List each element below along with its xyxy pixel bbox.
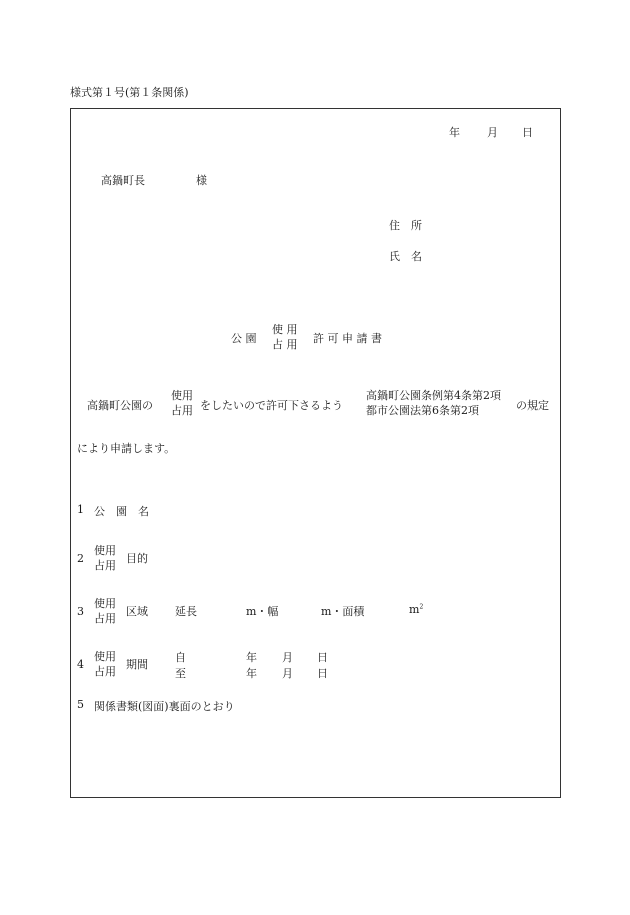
body-lead: 高鍋町公園の [87, 399, 153, 412]
title-prefix: 公 園 [231, 332, 257, 345]
title-option-use: 使 用 [272, 323, 298, 336]
item5-number: 5 [77, 698, 84, 711]
form-number-label: 様式第１号(第１条関係) [70, 86, 189, 99]
item2-option-use: 使用 [94, 544, 116, 557]
item2-number: 2 [77, 552, 84, 565]
item3-length-label: 延長 [175, 605, 197, 618]
body-option-occupy: 占用 [171, 404, 193, 417]
application-form [70, 108, 561, 798]
title-option-occupy: 占 用 [272, 338, 298, 351]
title-suffix: 許 可 申 請 書 [313, 332, 382, 345]
item4-to-label: 至 [175, 667, 186, 680]
item3-option-occupy: 占用 [94, 612, 116, 625]
item5-label: 関係書類(図面)裏面のとおり [94, 700, 235, 713]
item3-label: 区域 [126, 605, 148, 618]
item4-to-year: 年 [246, 667, 257, 680]
item3-area-label: m・面積 [321, 605, 365, 618]
item3-area-unit-base: m [409, 603, 420, 616]
item4-number: 4 [77, 658, 84, 671]
applicant-name-label: 氏 名 [389, 250, 422, 263]
item4-from-day: 日 [317, 651, 328, 664]
item4-from-year: 年 [246, 651, 257, 664]
item3-width-label: m・幅 [246, 605, 279, 618]
date-year: 年 [449, 126, 460, 139]
item3-area-unit-exponent: 2 [419, 603, 424, 611]
item1-number: 1 [77, 503, 84, 516]
item4-option-use: 使用 [94, 650, 116, 663]
addressee-name: 高鍋町長 [101, 174, 145, 187]
item2-option-occupy: 占用 [94, 559, 116, 572]
body-middle: をしたいので許可下さるよう [200, 399, 343, 412]
date-month: 月 [487, 126, 498, 139]
item4-options [94, 649, 116, 679]
item1-label: 公 園 名 [94, 505, 149, 518]
item2-options [94, 543, 116, 573]
body-options [171, 388, 193, 418]
item3-options [94, 596, 116, 626]
title-options [272, 322, 298, 352]
body-law-2: 都市公園法第6条第2項 [366, 404, 479, 417]
item4-from-month: 月 [282, 651, 293, 664]
applicant-address-label: 住 所 [389, 219, 422, 232]
item3-option-use: 使用 [94, 597, 116, 610]
item4-from-label: 自 [175, 651, 186, 664]
item3-area-unit [409, 603, 423, 616]
item3-number: 3 [77, 605, 84, 618]
item4-to-month: 月 [282, 667, 293, 680]
date-day: 日 [522, 126, 533, 139]
item2-label: 目的 [126, 552, 148, 565]
addressee-honorific: 様 [196, 174, 207, 187]
body-laws [366, 388, 501, 418]
body-line-2: により申請します。 [77, 442, 176, 455]
item4-option-occupy: 占用 [94, 665, 116, 678]
body-tail: の規定 [516, 399, 549, 412]
item4-to-day: 日 [317, 667, 328, 680]
body-law-1: 高鍋町公園条例第4条第2項 [366, 389, 501, 402]
body-option-use: 使用 [171, 389, 193, 402]
item4-label: 期間 [126, 658, 148, 671]
